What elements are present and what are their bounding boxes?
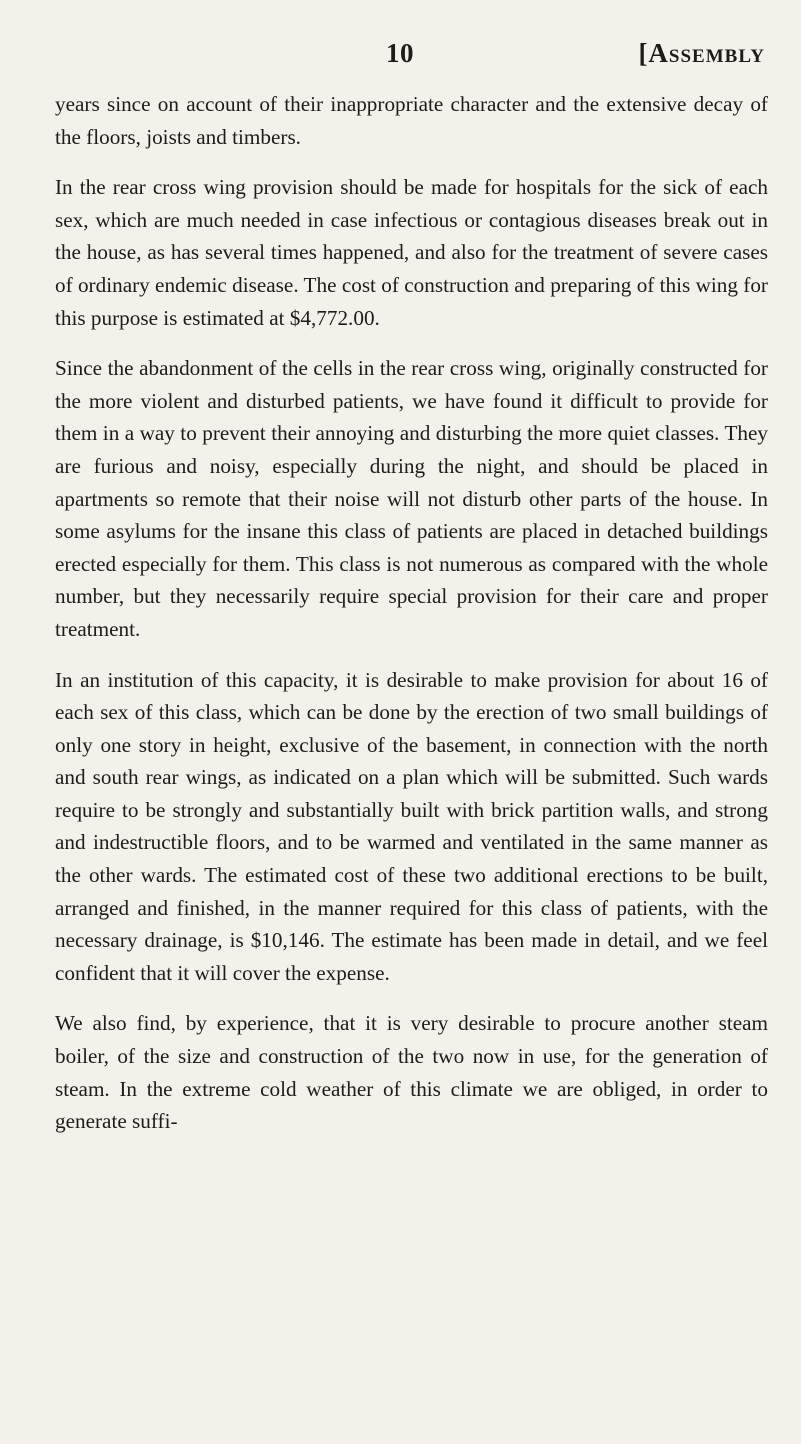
running-head xyxy=(0,38,801,78)
page-number: 10 xyxy=(386,38,414,68)
paragraph-cells: Since the abandonment of the cells in the rear cross wing, originally constructed for the more violent and disturbed patients, we have found it difficult to provide for them in a way to prevent their annoying and disturbing the more quiet classes. They are furious and noisy, especially during the night, and should be placed in apartments so remote that their noise will not disturb other parts of the house. In some asylums for the insane this class of patients are placed in detached buildings erected especially for them. This class is not numerous as compared with the whole number, but they necessarily require special provision for their care and proper treatment. xyxy=(55,356,768,641)
paragraph-continuation: years since on account of their inappropriate character and the extensive decay of the floors, joists and timbers. xyxy=(55,92,768,149)
body-text xyxy=(55,88,768,1138)
running-title: [Assembly xyxy=(638,38,765,68)
paragraph-hospitals: In the rear cross wing provision should be made for hospitals for the sick of each sex, which are much needed in case infectious or contagious diseases break out in the house, as has several times happened, and also for the treatment of severe cases of ordinary endemic disease. The cost of construction and preparing of this wing for this purpose is estimated at $4,772.00. xyxy=(55,175,768,330)
paragraph-boiler: We also find, by experience, that it is very desirable to procure another steam boiler, of the size and construction of the two now in use, for the generation of steam. In the extreme cold weather of this climate we are obliged, in order to generate suffi- xyxy=(55,1011,768,1134)
paragraph-buildings: In an institution of this capacity, it is desirable to make provision for about 16 of each sex of this class, which can be done by the erection of two small buildings of only one story in height, exclusive of the basement, in connection with the north and south rear wings, as indicated on a plan which will be submitted. Such wards require to be strongly and substantially built with brick partition walls, and strong and indestructible floors, and to be warmed and ventilated in the same manner as the other wards. The estimated cost of these two additional erections to be built, arranged and finished, in the manner required for this class of patients, with the necessary drainage, is $10,146. The estimate has been made in detail, and we feel confident that it will cover the expense. xyxy=(55,667,768,985)
